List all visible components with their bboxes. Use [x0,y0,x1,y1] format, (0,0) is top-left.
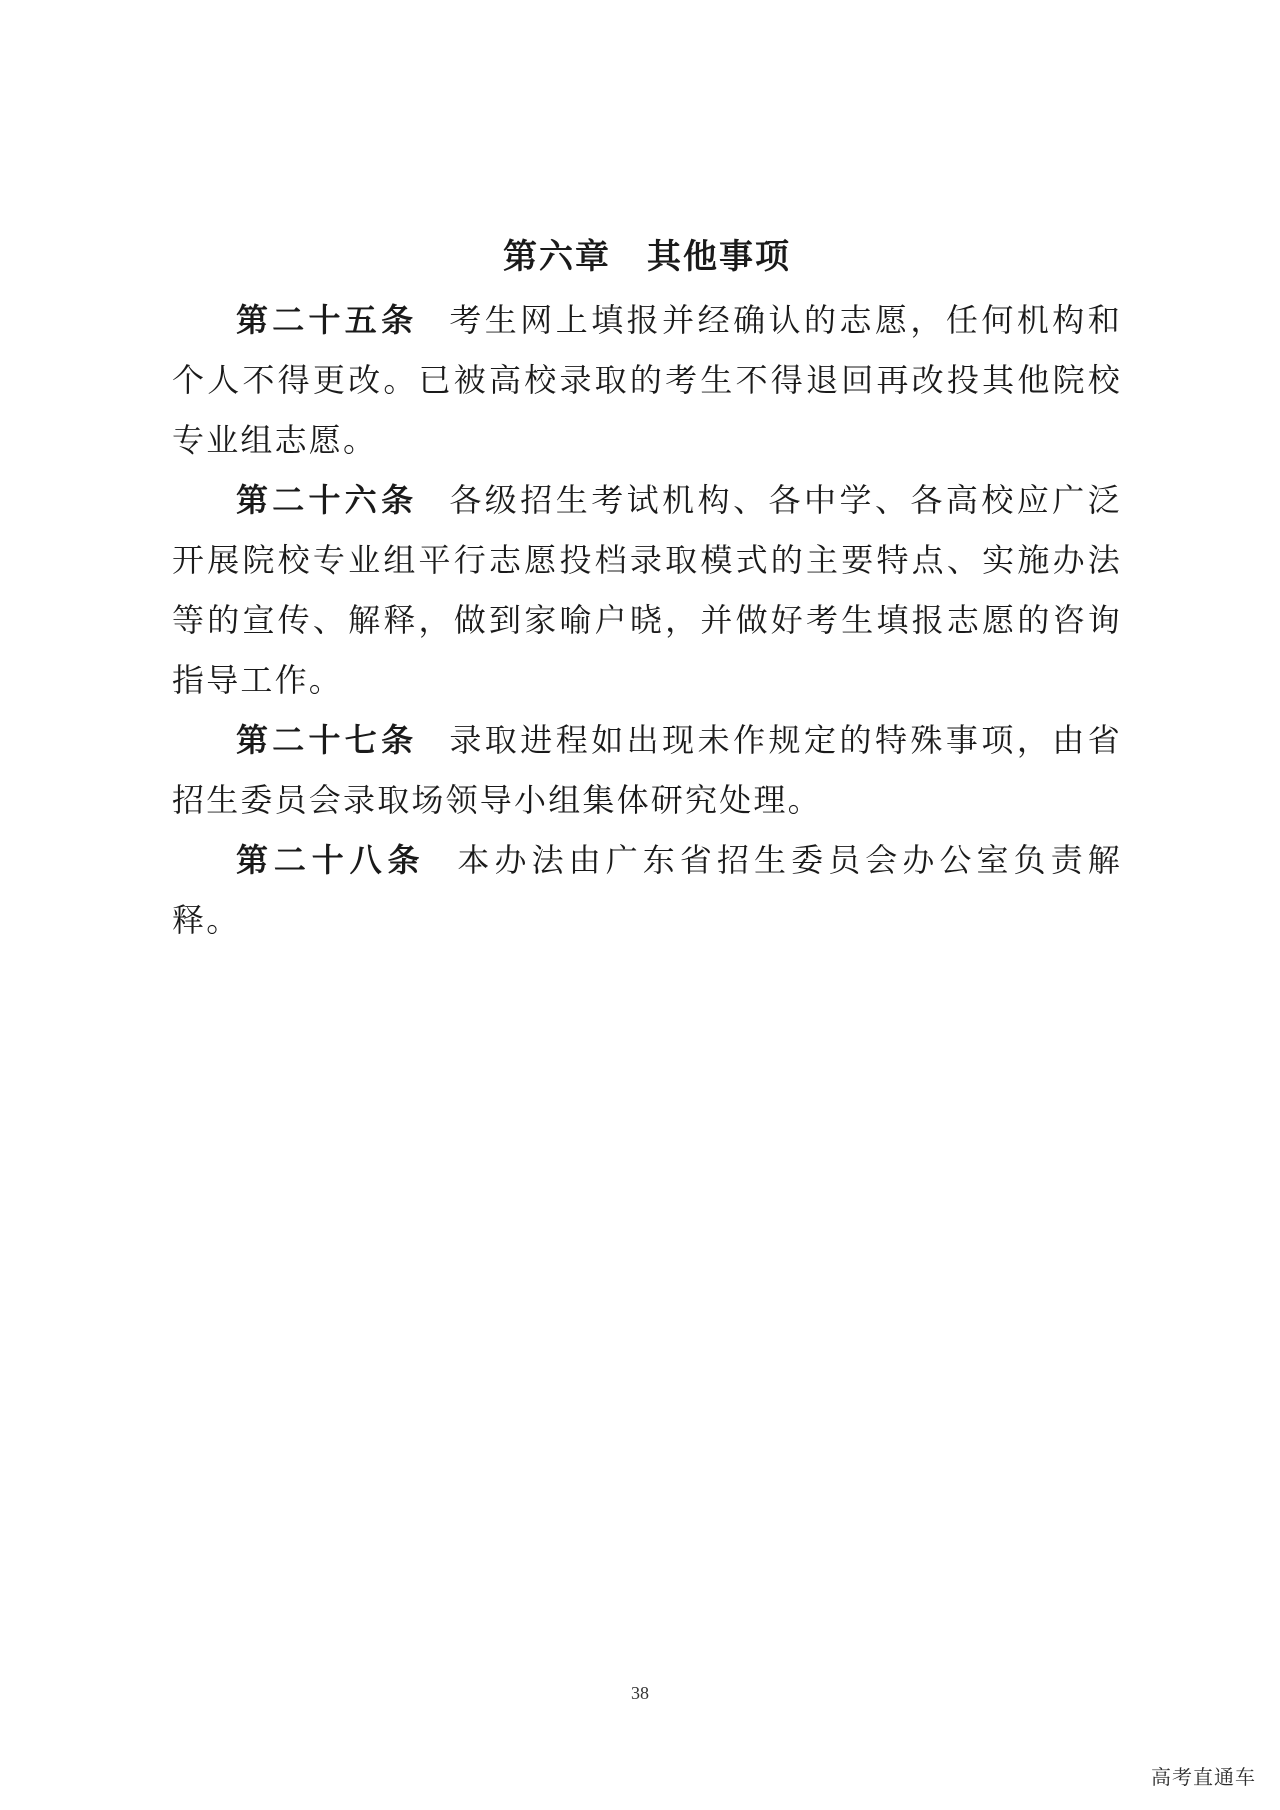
article-number: 第二十八条 [236,841,426,879]
chapter-title: 第六章 其他事项 [503,237,791,277]
article-text: 各级招生考试机构、各中学、各高校应广泛开展院校专业组平行志愿投档录取模式的主要特点、实施办法等的宣传、解释，做到家喻户晓，并做好考生填报志愿的咨询指导工作。 [172,481,1122,699]
page-number: 38 [631,1683,649,1703]
article-number: 第二十七条 [236,721,418,759]
watermark-text: 高考直通车 [1151,1765,1256,1789]
article-25 [172,290,1122,470]
article-text: 考生网上填报并经确认的志愿，任何机构和个人不得更改。已被高校录取的考生不得退回再改投其他院校专业组志愿。 [172,301,1122,459]
article-number: 第二十六条 [236,481,418,519]
article-28 [172,830,1122,950]
page-content [172,228,1122,950]
article-26 [172,470,1122,710]
article-number: 第二十五条 [236,301,418,339]
article-text: 录取进程如出现未作规定的特殊事项，由省招生委员会录取场领导小组集体研究处理。 [172,721,1122,819]
article-text: 本办法由广东省招生委员会办公室负责解释。 [172,841,1122,939]
article-27 [172,710,1122,830]
